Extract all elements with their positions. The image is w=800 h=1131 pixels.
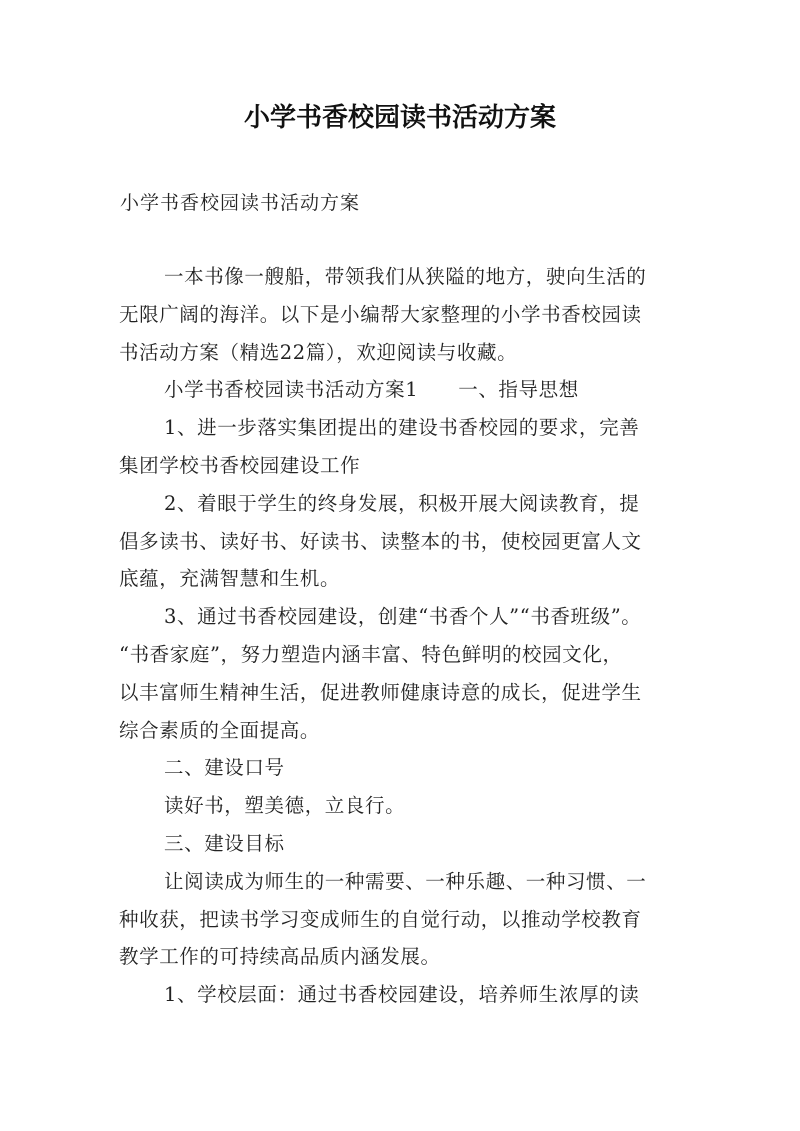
paragraph-line [119,560,709,598]
paragraph-line [119,636,709,674]
line-text: 以丰富师生精神生活，促进教师健康诗意的成长，促进学生 [119,680,642,704]
paragraph-line [119,976,709,1014]
paragraph-line [119,258,709,296]
paragraph-line [119,598,709,636]
line-text: 小学书香校园读书活动方案1 [164,378,419,402]
line-text: 书活动方案（精选22篇），欢迎阅读与收藏。 [119,340,518,364]
line-text: 无限广阔的海洋。以下是小编帮大家整理的小学书香校园读 [119,302,642,326]
paragraph-line [119,447,709,485]
paragraph-line [119,712,709,750]
line-text: 底蕴，充满智慧和生机。 [119,567,341,591]
document-body [119,258,709,1014]
line-text: 倡多读书、读好书、好读书、读整本的书，使校园更富人文 [119,529,642,553]
document-title: 小学书香校园读书活动方案 [243,103,556,133]
paragraph-line [119,901,709,939]
slogan-text: 读好书，塑美德，立良行。 [164,794,406,818]
line-text: 1、学校层面：通过书香校园建设，培养师生浓厚的读 [164,983,640,1007]
section-heading: 一、指导思想 [458,378,579,402]
paragraph-line [119,863,709,901]
paragraph-line [119,749,709,787]
paragraph-line [119,523,709,561]
line-text: “书香家庭”，努力塑造内涵丰富、特色鲜明的校园文化， [119,642,623,666]
section-heading: 三、建设目标 [164,831,285,855]
line-text: 一本书像一艘船，带领我们从狭隘的地方，驶向生活的 [164,265,647,288]
section-heading: 二、建设口号 [164,756,285,780]
paragraph-line [119,485,709,523]
line-text: 集团学校书香校园建设工作 [119,453,361,477]
line-text: 3、通过书香校园建设，创建“书香个人”“书香班级”。 [164,605,642,629]
paragraph-line [119,371,709,409]
line-text: 让阅读成为师生的一种需要、一种乐趣、一种习惯、一 [164,869,647,893]
paragraph-line [119,938,709,976]
line-text: 教学工作的可持续高品质内涵发展。 [119,945,441,969]
line-text: 2、着眼于学生的终身发展，积极开展大阅读教育，提 [164,491,640,515]
paragraph-line [119,334,709,372]
line-text: 种收获，把读书学习变成师生的自觉行动，以推动学校教育 [119,907,642,931]
line-text: 综合素质的全面提高。 [119,718,321,742]
paragraph-line [119,825,709,863]
paragraph-line [119,409,709,447]
line-text: 1、进一步落实集团提出的建设书香校园的要求，完善 [164,416,640,440]
paragraph-line [119,296,709,334]
paragraph-line [119,787,709,825]
document-subtitle: 小学书香校园读书活动方案 [120,192,361,214]
paragraph-line [119,674,709,712]
